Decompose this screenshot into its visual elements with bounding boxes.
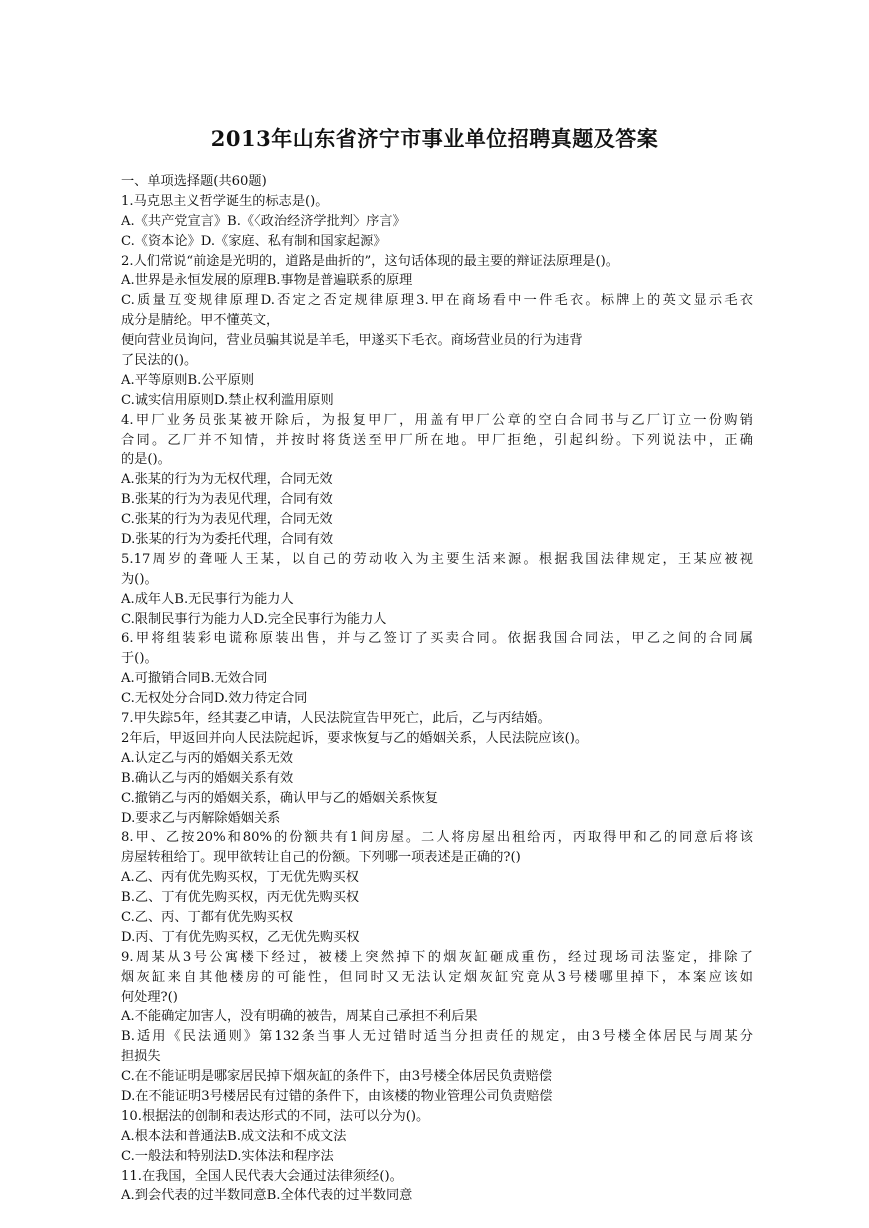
- text-line: 11.在我国，全国人民代表大会通过法律须经()。: [121, 1168, 403, 1184]
- text-line: C.乙、丙、丁都有优先购买权: [121, 909, 294, 925]
- text-line: 7.甲失踪5年，经其妻乙申请，人民法院宣告甲死亡，此后，乙与丙结婚。: [121, 711, 551, 727]
- text-line: A.《共产党宣言》B.《〈政治经济学批判〉序言》: [121, 213, 406, 229]
- text-line: C.诚实信用原则D.禁止权利滥用原则: [121, 392, 334, 408]
- text-line: A.根本法和普通法B.成文法和不成文法: [121, 1128, 347, 1144]
- text-line: C.张某的行为为表见代理，合同无效: [121, 512, 333, 528]
- text-line: D.在不能证明3号楼居民有过错的条件下，由该楼的物业管理公司负责赔偿: [121, 1088, 553, 1104]
- text-line: A.乙、丙有优先购买权，丁无优先购买权: [121, 870, 359, 886]
- text-line: 9.周某从3号公寓楼下经过，被楼上突然掉下的烟灰缸砸成重伤，经过现场司法鉴定，排除了: [121, 949, 753, 965]
- text-line: 便向营业员询问，营业员骗其说是羊毛，甲遂买下毛衣。商场营业员的行为违背: [121, 333, 583, 349]
- text-line: D.丙、丁有优先购买权，乙无优先购买权: [121, 929, 360, 945]
- text-line: 2.人们常说“前途是光明的，道路是曲折的”，这句话体现的最主要的辩证法原理是()。: [121, 253, 619, 269]
- text-line: 一、单项选择题(共60题): [121, 174, 267, 189]
- text-line: 8.甲、乙按20%和80%的份额共有1间房屋。二人将房屋出租给丙，丙取得甲和乙的同意后将该: [121, 830, 753, 846]
- text-line: 1.马克思主义哲学诞生的标志是()。: [121, 193, 329, 209]
- text-line: 房屋转租给丁。现甲欲转让自己的份额。下列哪一项表述是正确的?(): [121, 850, 521, 866]
- text-line: 4.甲厂业务员张某被开除后，为报复甲厂，用盖有甲厂公章的空白合同书与乙厂订立一份购销: [121, 412, 753, 428]
- text-line: A.张某的行为为无权代理，合同无效: [121, 472, 333, 488]
- text-line: D.张某的行为为委托代理，合同有效: [121, 532, 334, 548]
- text-line: 烟灰缸来自其他楼房的可能性，但同时又无法认定烟灰缸究竟从3号楼哪里掉下，本案应该如: [121, 969, 753, 985]
- text-line: A.成年人B.无民事行为能力人: [121, 591, 294, 607]
- text-line: B.适用《民法通则》第132条当事人无过错时适当分担责任的规定，由3号楼全体居民与周某分: [121, 1029, 753, 1045]
- text-line: 了民法的()。: [121, 353, 198, 369]
- text-line: 2年后，甲返回并向人民法院起诉，要求恢复与乙的婚姻关系，人民法院应该()。: [121, 730, 589, 746]
- text-line: 何处理?(): [121, 989, 178, 1005]
- text-line: 担损失: [121, 1049, 161, 1065]
- text-line: C.在不能证明是哪家居民掉下烟灰缸的条件下，由3号楼全体居民负责赔偿: [121, 1069, 553, 1085]
- text-line: B.张某的行为为表见代理，合同有效: [121, 492, 333, 508]
- text-line: C.限制民事行为能力人D.完全民事行为能力人: [121, 611, 387, 627]
- text-line: 成分是腈纶。甲不懂英文，: [121, 313, 280, 329]
- text-line: D.要求乙与丙解除婚姻关系: [121, 810, 281, 826]
- text-line: A.世界是永恒发展的原理B.事物是普遍联系的原理: [121, 273, 413, 289]
- text-line: C.一般法和特别法D.实体法和程序法: [121, 1148, 334, 1164]
- document-body: [121, 172, 753, 1206]
- text-line: 为()。: [121, 571, 158, 587]
- document-title: 2013年山东省济宁市事业单位招聘真题及答案: [210, 126, 659, 151]
- text-line: C.《资本论》D.《家庭、私有制和国家起源》: [121, 233, 387, 249]
- text-line: 的是()。: [121, 452, 171, 468]
- text-line: 合同。乙厂并不知情，并按时将货送至甲厂所在地。甲厂拒绝，引起纠纷。下列说法中，正确: [121, 432, 753, 448]
- text-line: B.乙、丁有优先购买权，丙无优先购买权: [121, 890, 360, 906]
- text-line: C.撤销乙与丙的婚姻关系，确认甲与乙的婚姻关系恢复: [121, 790, 439, 806]
- text-line: A.认定乙与丙的婚姻关系无效: [121, 750, 293, 766]
- text-line: C.无权处分合同D.效力待定合同: [121, 691, 308, 707]
- text-line: A.不能确定加害人，没有明确的被告，周某自己承担不利后果: [121, 1009, 478, 1025]
- text-line: 6.甲将组装彩电谎称原装出售，并与乙签订了买卖合同。依据我国合同法，甲乙之间的合同属: [121, 631, 753, 647]
- text-line: A.可撤销合同B.无效合同: [121, 671, 268, 687]
- text-line: 于()。: [121, 651, 158, 667]
- text-line: C.质量互变规律原理D.否定之否定规律原理3.甲在商场看中一件毛衣。标牌上的英文显示毛衣: [121, 293, 753, 309]
- text-line: A.平等原则B.公平原则: [121, 372, 255, 388]
- text-line: 10.根据法的创制和表达形式的不同，法可以分为()。: [121, 1108, 430, 1124]
- text-line: A.到会代表的过半数同意B.全体代表的过半数同意: [121, 1188, 413, 1204]
- text-line: 5.17周岁的聋哑人王某，以自己的劳动收入为主要生活来源。根据我国法律规定，王某应被视: [121, 551, 753, 567]
- text-line: B.确认乙与丙的婚姻关系有效: [121, 770, 294, 786]
